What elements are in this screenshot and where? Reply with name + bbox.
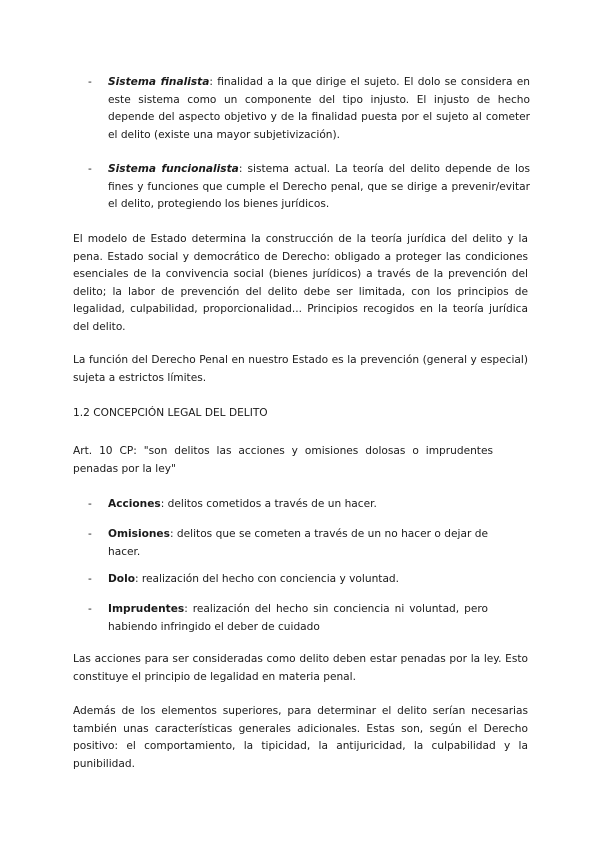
list-item-sistema-finalista xyxy=(88,74,530,144)
term-imprudentes: Imprudentes xyxy=(108,603,185,615)
list-dash: - xyxy=(88,528,92,540)
list-dash: - xyxy=(88,603,92,615)
term-dolo: Dolo xyxy=(108,573,135,585)
definition-text: : realización del hecho sin conciencia ni voluntad, pero habiendo infringido el deber de cuidado xyxy=(108,603,488,633)
term-sistema-funcionalista: Sistema funcionalista xyxy=(108,163,239,175)
definition-text: : finalidad a la que dirige el sujeto. El dolo se considera en este sistema como un componente del tipo injusto. El injusto de hecho depende del aspecto objetivo y de la finalidad puesta por el sujeto al cometer el delito (existe una mayor subjetivización). xyxy=(108,76,530,141)
list-dash: - xyxy=(88,498,92,510)
paragraph-art-10: Art. 10 CP: "son delitos las acciones y omisiones dolosas o imprudentes penadas por la ley" xyxy=(73,445,493,475)
term-acciones: Acciones xyxy=(108,498,161,510)
definition-text: : delitos que se cometen a través de un no hacer o dejar de hacer. xyxy=(108,528,488,558)
list-dash: - xyxy=(88,163,92,175)
paragraph-elementos-adicionales: Además de los elementos superiores, para determinar el delito serían necesarias también unas características generales adicionales. Estas son, según el Derecho positivo: el comportamiento, la tipicidad, la antijuricidad, la culpabilidad y la punibilidad. xyxy=(73,705,528,770)
list-item-imprudentes xyxy=(88,601,488,636)
list-item-omisiones xyxy=(88,526,488,561)
term-omisiones: Omisiones xyxy=(108,528,170,540)
paragraph-modelo-estado: El modelo de Estado determina la construcción de la teoría jurídica del delito y la pena. Estado social y democrático de Derecho: obligado a proteger las condiciones esenciales de la convivencia social (bienes jurídicos) a través de la prevención del delito; la labor de prevención del delito debe ser limitada, con los principios de legalidad, culpabilidad, proporcionalidad... Principios recogidos en la teoría jurídica del delito. xyxy=(73,233,528,333)
term-sistema-finalista: Sistema finalista xyxy=(108,76,210,88)
list-item-sistema-funcionalista xyxy=(88,161,530,214)
paragraph-legalidad: Las acciones para ser consideradas como delito deben estar penadas por la ley. Esto constituye el principio de legalidad en materia penal. xyxy=(73,653,528,683)
definition-text: : sistema actual. La teoría del delito depende de los fines y funciones que cumple el Derecho penal, que se dirige a prevenir/evitar el delito, protegiendo los bienes jurídicos. xyxy=(108,163,531,211)
definition-text: : delitos cometidos a través de un hacer. xyxy=(160,498,377,510)
list-dash: - xyxy=(88,573,92,585)
list-item-dolo xyxy=(88,571,488,589)
list-item-acciones xyxy=(88,496,488,514)
paragraph-funcion-derecho-penal: La función del Derecho Penal en nuestro Estado es la prevención (general y especial) sujeta a estrictos límites. xyxy=(73,354,528,384)
section-heading: 1.2 CONCEPCIÓN LEGAL DEL DELITO xyxy=(73,407,268,419)
list-dash: - xyxy=(88,76,92,88)
definition-text: : realización del hecho con conciencia y voluntad. xyxy=(134,573,400,585)
